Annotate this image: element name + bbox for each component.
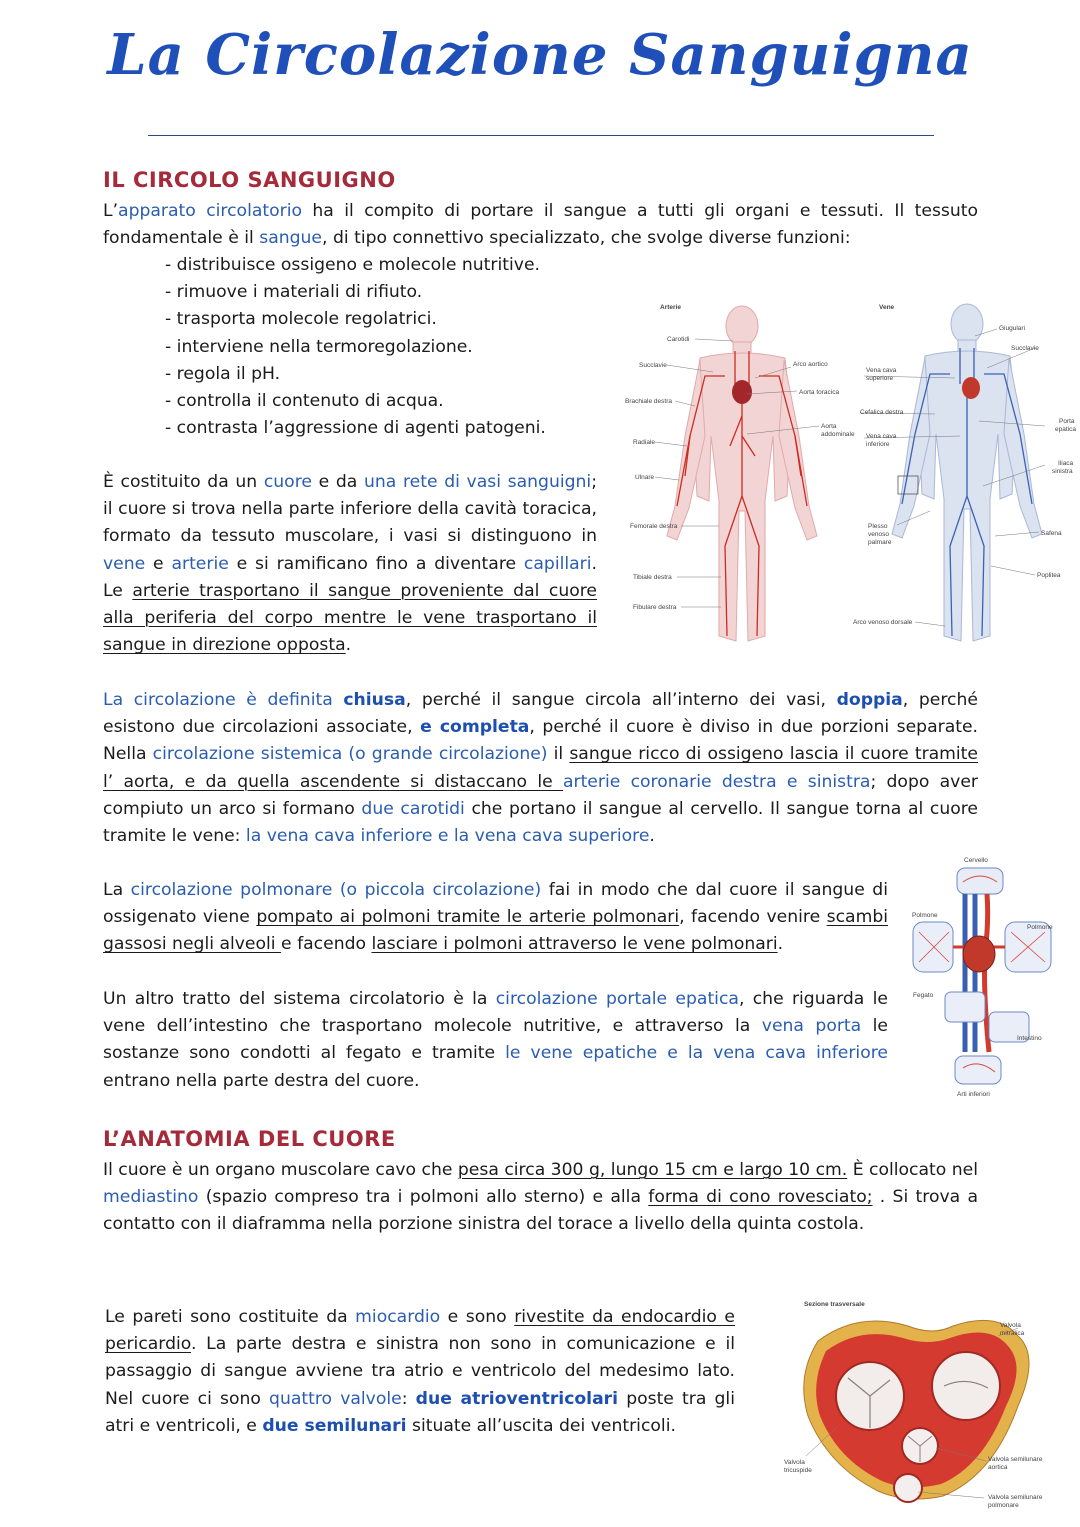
list-item: - contrasta l’aggressione di agenti patogeni. <box>165 415 546 442</box>
label-intestino: Intestino <box>1017 1035 1042 1042</box>
text-run: vene <box>103 553 146 574</box>
pulmonary-valve <box>894 1474 922 1502</box>
text-run: . La parte destra e sinistra non sono in comunicazione e il passaggio di sangue avviene tra atrio e ventricolo del medesimo lato. Nel cuore ci sono <box>105 1334 735 1409</box>
legs-capillaries <box>955 1056 1001 1084</box>
text-run: capillari <box>523 553 592 574</box>
text-run: Il cuore è un organo muscolare cavo che <box>103 1160 458 1180</box>
label-plesso: palmare <box>868 539 892 546</box>
text-run: Le pareti sono costituite da <box>105 1307 356 1327</box>
text-run: due semilunari <box>262 1415 407 1436</box>
paragraph-intro <box>103 198 978 252</box>
label-porta: epatica <box>1055 426 1076 433</box>
text-run: , facendo venire <box>679 907 827 928</box>
text-run: e <box>145 553 172 574</box>
text-run: ha il compito di portare il sangue a tutti gli organi e tessuti. Il tessuto fondamentale è il <box>103 201 978 249</box>
text-run: lasciare i polmoni attraverso le vene polmonari <box>371 934 778 955</box>
text-run: rivestite da endocardio e pericardio <box>105 1307 735 1355</box>
paragraph-pulmonary <box>103 877 888 959</box>
heart-icon <box>962 377 980 399</box>
section-heading-circolo: IL CIRCOLO SANGUIGNO <box>103 168 396 192</box>
text-run: , perché esistono due circolazioni associate, <box>103 690 978 738</box>
label-vena-cava-inf: Vena cava <box>866 433 897 440</box>
label-ulnare: Ulnare <box>635 474 655 481</box>
text-run: il <box>547 744 570 765</box>
text-run: circolazione portale epatica <box>495 989 739 1009</box>
text-run: Un altro tratto del sistema circolatorio è la <box>103 989 496 1009</box>
text-run: cuore <box>263 472 312 492</box>
label-fegato: Fegato <box>913 992 934 999</box>
text-run: , che riguarda le vene dell’intestino che trasportano molecole nutritive, e attraverso la <box>103 989 888 1037</box>
section-heading-anatomia: L’ANATOMIA DEL CUORE <box>103 1127 396 1151</box>
text-run: circolazione polmonare (o piccola circolazione) <box>130 880 542 900</box>
list-item: - distribuisce ossigeno e molecole nutritive. <box>165 252 546 279</box>
label-vena-cava-inf: inferiore <box>866 441 890 448</box>
label-vena-cava-sup: Vena cava <box>866 367 897 374</box>
text-run: una rete di vasi sanguigni <box>363 472 592 492</box>
text-run: pesa circa 300 g, lungo 15 cm e largo 10 cm. <box>457 1160 848 1180</box>
label-valvola-aortica: Valvola semilunare <box>988 1456 1043 1463</box>
text-run: e si ramificano fino a diventare <box>228 553 524 574</box>
text-run: chiusa <box>343 690 406 710</box>
liver-capillaries <box>945 992 985 1022</box>
list-item: - interviene nella termoregolazione. <box>165 334 546 361</box>
lung-left-capillaries <box>913 922 953 972</box>
label-valvola-polmonare: Valvola semilunare <box>988 1494 1043 1501</box>
label-brachiale: Brachiale destra <box>625 398 672 405</box>
label-valvola-tricuspide: Valvola <box>784 1459 805 1466</box>
text-run: apparato circolatorio <box>118 201 302 221</box>
text-run: e da <box>311 472 364 492</box>
text-run: . <box>345 635 352 656</box>
vene-title: Vene <box>879 304 895 311</box>
text-run: La <box>103 880 131 900</box>
paragraph-heart-intro <box>103 1157 978 1239</box>
label-arco-venoso: Arco venoso dorsale <box>853 619 913 626</box>
text-run: È collocato nel <box>847 1160 978 1180</box>
text-run: . <box>649 826 655 847</box>
list-item: - controlla il contenuto di acqua. <box>165 388 546 415</box>
text-run: circolazione sistemica (o grande circolazione) <box>152 744 548 765</box>
text-run: due atrioventricolari <box>415 1388 619 1409</box>
text-run: doppia <box>836 690 903 710</box>
text-run: , perché il cuore è diviso in due porzioni separate. Nella <box>103 717 978 765</box>
text-run: arterie <box>171 553 229 574</box>
text-run: arterie trasportano il sangue proveniente dal cuore alla periferia del corpo mentre le vene trasportano il sangue in direzione opposta <box>103 580 598 656</box>
label-plesso: venoso <box>868 531 889 538</box>
text-run: pompato ai polmoni tramite le arterie polmonari <box>256 907 680 928</box>
text-run: sangue ricco di ossigeno lascia il cuore tramite l’ aorta, e da quella ascendente si distaccano le <box>103 744 978 792</box>
label-plesso: Plesso <box>868 523 888 530</box>
text-run: situate all’uscita dei ventricoli. <box>406 1415 676 1436</box>
text-run: . Si trova a contatto con il diaframma nella porzione sinistra del torace a livello della quinta costola. <box>103 1187 979 1235</box>
list-item: - regola il pH. <box>165 361 546 388</box>
text-run: fai in modo che dal cuore il sangue di ossigenato viene <box>103 880 888 928</box>
text-run: sangue <box>259 228 323 249</box>
page-title: La Circolazione Sanguigna <box>107 22 973 88</box>
heart-icon <box>963 936 995 972</box>
label-fibulare: Fibulare destra <box>633 604 677 611</box>
text-run: poste tra gli atri e ventricoli, e <box>105 1388 735 1436</box>
label-aorta-toracica: Aorta toracica <box>799 389 840 396</box>
text-run: miocardio <box>355 1307 441 1327</box>
label-valvola-polmonare: polmonare <box>988 1502 1019 1509</box>
label-valvola-mitralica: Valvola <box>1000 1322 1021 1329</box>
label-aorta-addominale: Aorta <box>821 423 837 430</box>
text-run: : <box>401 1388 416 1409</box>
label-porta: Porta <box>1059 418 1075 425</box>
text-run: che portano il sangue al cervello. Il sangue torna al cuore tramite le vene: <box>103 798 979 847</box>
text-run: . Le <box>103 553 597 601</box>
label-cervello: Cervello <box>964 857 988 864</box>
label-valvola-aortica: aortica <box>988 1464 1008 1471</box>
text-run: quattro valvole <box>269 1388 402 1409</box>
label-polmone-dx: Polmone <box>1027 924 1053 931</box>
label-succlavie-v: Succlavie <box>1011 345 1039 352</box>
label-vena-cava-sup: superiore <box>866 375 894 382</box>
text-run: , perché il sangue circola all’interno dei vasi, <box>405 690 837 710</box>
text-run: . <box>777 934 784 955</box>
text-run: le vene epatiche e la vena cava inferiore <box>505 1043 888 1064</box>
paragraph-composition <box>103 469 597 659</box>
paragraph-portal <box>103 986 888 1095</box>
label-giugulari: Giugulari <box>999 325 1026 332</box>
text-run: ; dopo aver compiuto un arco si formano <box>103 771 978 819</box>
text-run: due carotidi <box>361 798 465 819</box>
text-run: vena porta <box>761 1016 862 1037</box>
text-run: e completa <box>420 717 530 738</box>
text-run: e facendo <box>281 934 372 955</box>
label-carotidi: Carotidi <box>667 336 690 343</box>
text-run: la vena cava inferiore e la vena cava superiore <box>245 826 650 847</box>
label-femorale: Femorale destra <box>630 523 678 530</box>
text-run: le sostanze sono condotti al fegato e tramite <box>103 1016 888 1064</box>
text-run: ; il cuore si trova nella parte inferiore della cavità toracica, formato da tessuto muscolare, i vasi si distinguono in <box>103 472 597 547</box>
text-run: forma di cono rovesciato; <box>648 1187 873 1208</box>
label-aorta-addominale: addominale <box>821 431 855 438</box>
paragraph-circulation <box>103 687 978 850</box>
functions-list <box>165 252 546 442</box>
label-polmone-sx: Polmone <box>912 912 938 919</box>
text-run: arterie coronarie destra e sinistra <box>562 771 871 792</box>
text-run: (spazio compreso tra i polmoni allo sterno) e alla <box>198 1187 649 1208</box>
label-radiale: Radiale <box>633 439 656 446</box>
heart-section-figure <box>778 1296 1078 1516</box>
text-run: È costituito da un <box>103 472 264 492</box>
label-cefalica: Cefalica destra <box>860 409 904 416</box>
label-arti-inferiori: Arti inferiori <box>957 1091 990 1098</box>
label-iliaca: sinistra <box>1052 468 1073 475</box>
mitral-valve <box>932 1352 1000 1420</box>
paragraph-heart-walls <box>105 1304 735 1440</box>
text-run: mediastino <box>103 1187 199 1208</box>
label-valvola-tricuspide: tricuspide <box>784 1467 812 1474</box>
text-run: scambi gassosi negli alveoli <box>103 907 889 955</box>
text-run: entrano nella parte destra del cuore. <box>103 1070 420 1091</box>
label-tibiale: Tibiale destra <box>633 574 672 581</box>
label-iliaca: Iliaca <box>1058 460 1074 467</box>
heart-figure-title: Sezione trasversale <box>804 1301 865 1308</box>
label-poplitea: Poplitea <box>1037 572 1061 579</box>
text-run: , di tipo connettivo specializzato, che svolge diverse funzioni: <box>322 228 851 249</box>
text-run: L’ <box>103 201 119 221</box>
label-arco-aortico: Arco aortico <box>793 361 828 368</box>
text-run: La circolazione è definita <box>103 690 344 710</box>
heart-icon <box>732 380 752 404</box>
circulation-diagram <box>905 852 1075 1102</box>
list-item: - rimuove i materiali di rifiuto. <box>165 279 546 306</box>
list-item: - trasporta molecole regolatrici. <box>165 306 546 333</box>
text-run: e sono <box>440 1307 515 1327</box>
label-succlavie: Succlavie <box>639 362 667 369</box>
circulatory-system-figure <box>615 296 1080 666</box>
label-valvola-mitralica: mitralica <box>1000 1330 1025 1337</box>
title-divider <box>148 135 934 136</box>
arterie-title: Arterie <box>660 304 681 311</box>
label-safena: Safena <box>1041 530 1062 537</box>
